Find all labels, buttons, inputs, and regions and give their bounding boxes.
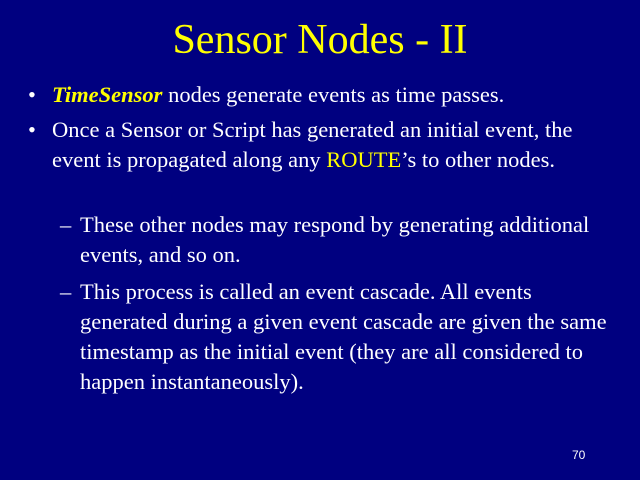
sub-bullet-marker-1: – — [60, 212, 72, 237]
sub-bullet-2: This process is called an event cascade. All events generated during a given event cascade are given the same timestamp as the initial event (they are all considered to happen instantaneously). — [80, 279, 607, 394]
bullet-1-text: nodes generate events as time passes. — [162, 82, 505, 107]
sub-bullet-1: These other nodes may respond by generating additional events, and so on. — [80, 212, 590, 267]
bullet-2-text-before: Once a Sensor or Script has generated an initial event, the event is propagated along any — [52, 117, 573, 172]
bullet-marker-2: • — [28, 117, 36, 142]
bullet-2 — [52, 115, 612, 175]
route-keyword: ROUTE — [326, 147, 402, 172]
page-number: 70 — [572, 448, 586, 462]
bullet-2-text-after: ’s to other nodes. — [401, 147, 556, 172]
timesensor-term: TimeSensor — [52, 82, 163, 107]
slide-title: Sensor Nodes - II — [172, 17, 468, 63]
sub-bullet-marker-2: – — [60, 279, 72, 304]
bullet-marker-1: • — [28, 82, 36, 107]
bullet-1 — [52, 80, 612, 110]
